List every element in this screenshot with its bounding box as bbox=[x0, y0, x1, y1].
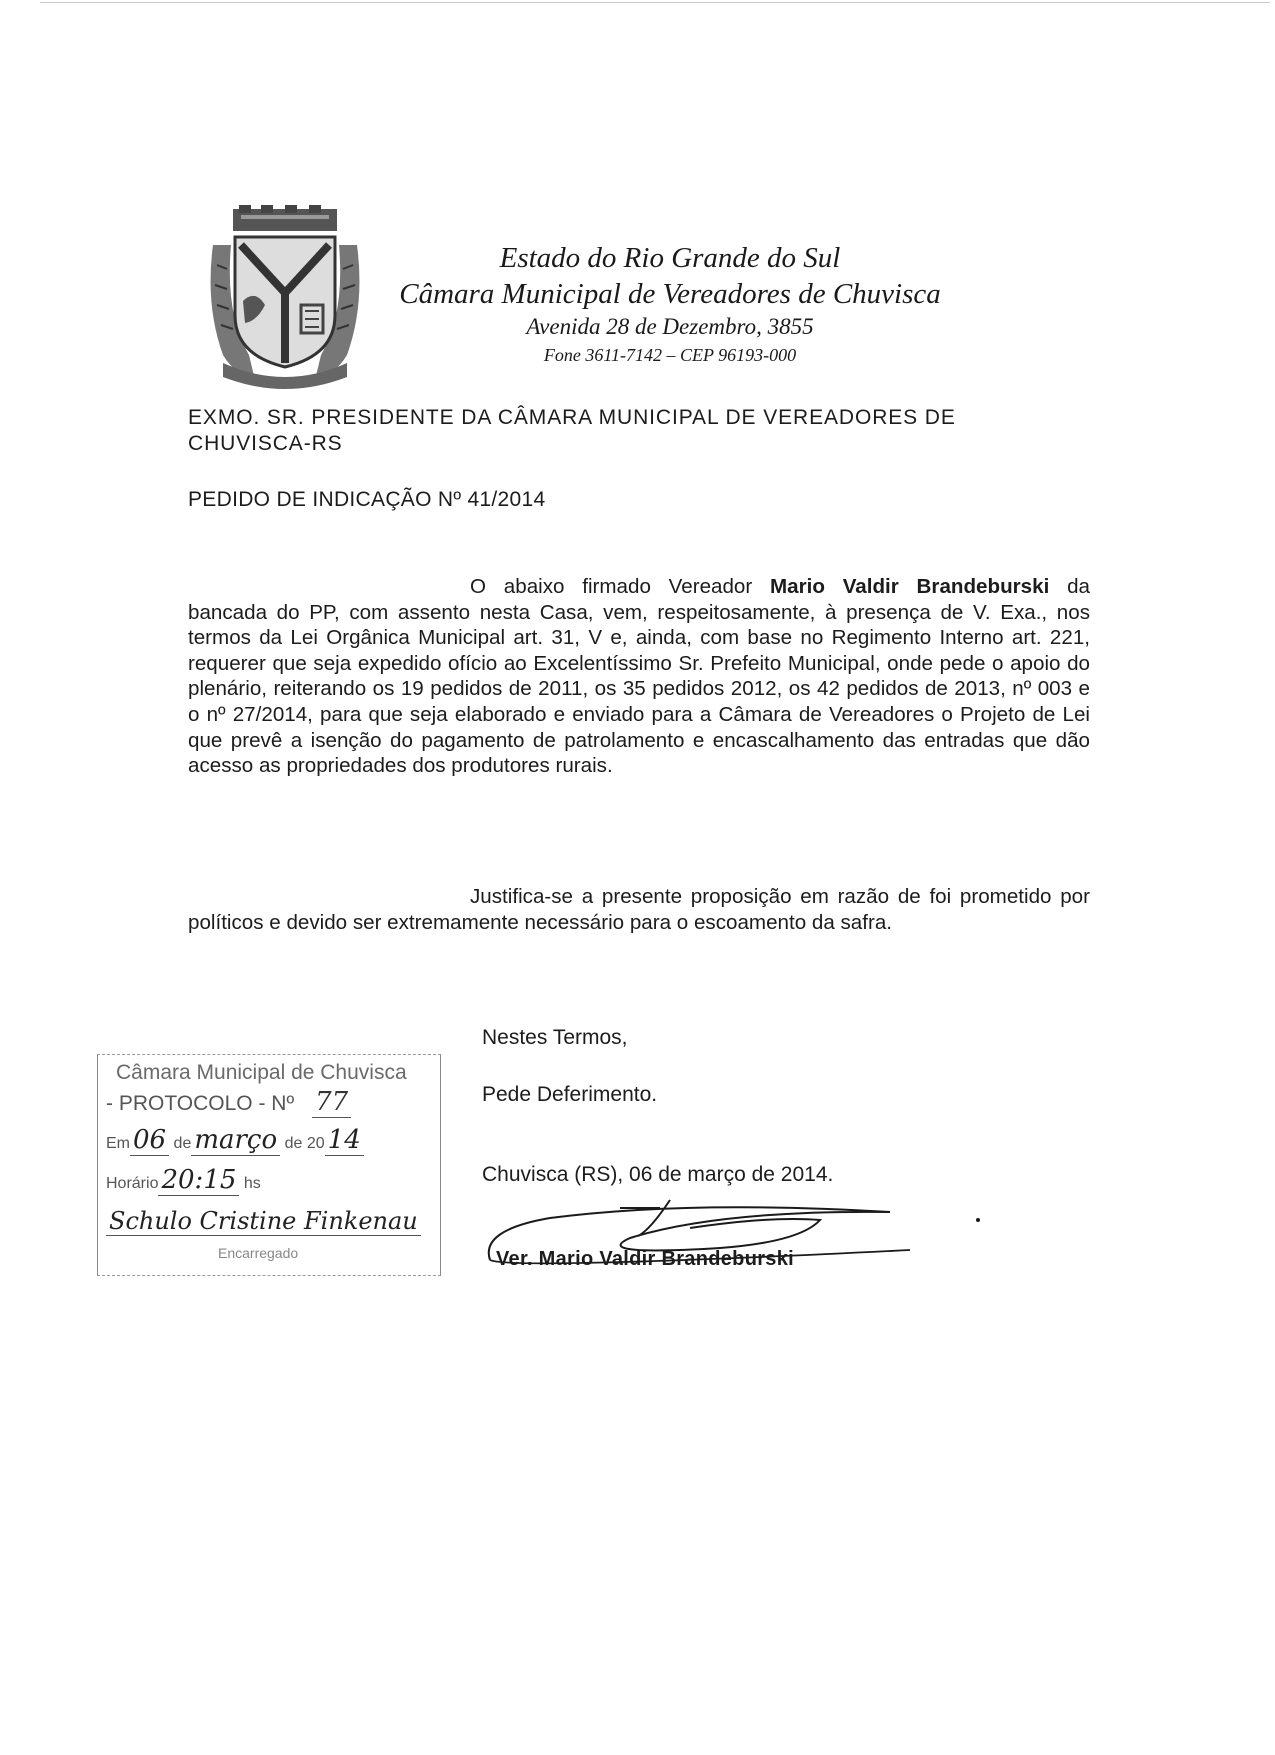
stamp-date-line bbox=[106, 1125, 364, 1155]
stamp-month: março bbox=[191, 1125, 280, 1156]
letterhead-chamber: Câmara Municipal de Vereadores de Chuvisca bbox=[399, 278, 941, 310]
closing-request: Pede Deferimento. bbox=[482, 1083, 658, 1106]
protocol-stamp bbox=[97, 1054, 441, 1276]
stamp-protocol-label: - PROTOCOLO - Nº bbox=[106, 1092, 295, 1115]
justification-text: Justifica-se a presente proposição em razão de foi prometido por políticos e devido ser extremamente necessário para o escoamento da safra. bbox=[188, 885, 1090, 934]
request-intro: O abaixo firmado Vereador bbox=[470, 575, 771, 598]
letterhead bbox=[375, 240, 965, 368]
stamp-encarregado: Encarregado bbox=[218, 1245, 299, 1261]
document-title: PEDIDO DE INDICAÇÃO Nº 41/2014 bbox=[188, 488, 546, 511]
scan-edge-line bbox=[40, 2, 1270, 3]
stamp-time: 20:15 bbox=[158, 1165, 239, 1196]
stamp-horario-label: Horário bbox=[106, 1175, 159, 1192]
justification-paragraph bbox=[188, 884, 1090, 935]
councilman-name: Mario Valdir Brandeburski bbox=[770, 575, 1050, 598]
stamp-hs-label: hs bbox=[243, 1175, 261, 1192]
stamp-title: Câmara Municipal de Chuvisca bbox=[116, 1061, 407, 1084]
signer-name: Ver. Mario Valdir Brandeburski bbox=[496, 1248, 795, 1270]
stamp-day: 06 bbox=[130, 1125, 169, 1156]
coat-of-arms-icon bbox=[205, 205, 365, 390]
request-body: da bancada do PP, com assento nesta Casa, vem, respeitosamente, à presença de V. Exa., nos termos da Lei Orgânica Municipal art. 31, V e, ainda, com base no Regimento Interno art. 221, requerer que seja expedido ofício ao Excelentíssimo Sr. Prefeito Municipal, onde pede o apoio do plenário, reiterando os 19 pedidos de 2011, os 35 pedidos 2012, os 42 pedidos de 2013, nº 003 e o nº 27/2014, para que seja elaborado e enviado para a Câmara de Vereadores o Projeto de Lei que prevê a isenção do pagamento de patrolamento e encascalhamento das entradas que dão acesso as propriedades dos produtores rurais. bbox=[188, 575, 1090, 778]
letterhead-state: Estado do Rio Grande do Sul bbox=[499, 242, 841, 274]
closing-date: Chuvisca (RS), 06 de março de 2014. bbox=[482, 1163, 834, 1186]
stamp-time-line bbox=[106, 1165, 261, 1195]
stamp-em-label: Em bbox=[106, 1135, 130, 1152]
letterhead-address: Avenida 28 de Dezembro, 3855 bbox=[526, 314, 814, 339]
addressee bbox=[188, 405, 1088, 456]
closing-terms: Nestes Termos, bbox=[482, 1026, 628, 1049]
stamp-year-prefix: de 20 bbox=[284, 1135, 325, 1152]
addressee-line-1: EXMO. SR. PRESIDENTE DA CÂMARA MUNICIPAL DE VEREADORES DE bbox=[188, 406, 956, 429]
addressee-line-2: CHUVISCA-RS bbox=[188, 431, 343, 455]
stamp-de-label: de bbox=[173, 1135, 192, 1152]
stamp-protocol bbox=[106, 1087, 351, 1117]
letterhead-phone: Fone 3611-7142 – CEP 96193-000 bbox=[543, 345, 797, 365]
stamp-protocol-number: 77 bbox=[312, 1087, 351, 1118]
stamp-signature: Schulo Cristine Finkenau bbox=[106, 1207, 421, 1236]
stamp-year-suffix: 14 bbox=[325, 1125, 364, 1156]
request-paragraph bbox=[188, 574, 1090, 779]
